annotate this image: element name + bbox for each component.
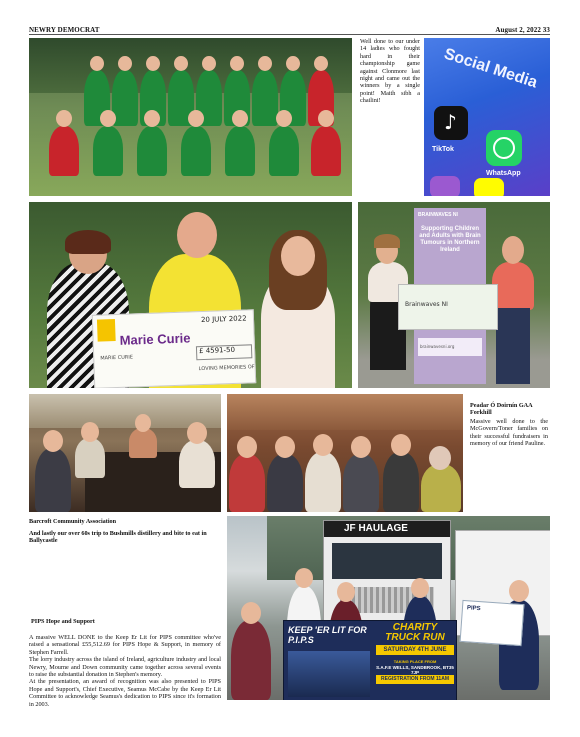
charity-poster [283,620,457,700]
poster-date: SATURDAY 4TH JUNE [376,645,454,655]
ladies-caption: Well done to our under 14 ladies who fought hard in their championship game against Clonmore last night and came out the winners by a single point! Maith sibh a chailini! [360,38,420,105]
brainwaves-photo [358,202,550,388]
poster-location: S.A.F.E WELLS, SANDBROOK, BT35 7JP [376,665,454,675]
brainwaves-banner-title: BRAINWAVES NI [418,212,458,218]
pips-title: PIPS Hope and Support [31,618,95,625]
truck-run-photo [227,516,550,700]
charity-truck-run-title: CHARITY TRUCK RUN [385,622,445,643]
tiktok-label: TikTok [432,146,454,153]
social-media-title: Social Media [441,45,540,92]
marie-curie-logo: Marie Curie [119,330,191,348]
barcroft-title: Barcroft Community Association [29,518,117,525]
barcroft-photo-2 [227,394,463,512]
pips-cheque-label: PIPS [466,605,481,613]
cheque-date: 20 JULY 2022 [200,314,247,325]
header-rule [29,34,550,35]
truck-company: JF HAULAGE [344,523,408,534]
publication-name: NEWRY DEMOCRAT [29,26,100,34]
peadar-title: Peadar Ó Doirnín GAA Forkhill [470,402,533,417]
keep-er-lit-title: KEEP 'ER LIT FOR P.I.P.S [288,625,367,645]
pips-cheque [460,600,525,646]
front-row [49,108,349,196]
poster-venue-label: TAKING PLACE FROM [393,659,437,664]
social-media-photo [424,38,550,196]
cheque-amount: £ 4591-50 [196,344,252,360]
pips-paragraph-1: A massive WELL DONE to the Keep Er Lit for PIPS committee who've raised a sensational £55,512.69 for PIPS Hope & Support, in memory of Stephen Farrell. [29,634,221,656]
cheque-payee: MARIE CURIE [100,354,134,362]
daffodil-logo [97,319,116,342]
barcroft-subtitle: And lastly our over 60s trip to Bushmills distillery and bite to eat in Ballycastle [29,530,207,545]
marie-curie-cheque [92,309,256,388]
poster-registration: REGISTRATION FROM 11AM [376,675,454,684]
peadar-caption: Massive well done to the McGovern/Toner families on their successful fundraisers in memory of our friend Pauline. [470,418,548,448]
brainwaves-email: brainwavesni.org [420,344,455,349]
whatsapp-label: WhatsApp [486,170,521,177]
pips-body [29,634,221,708]
brainwaves-banner-text: Supporting Children and Adults with Brain Tumours in Northern Ireland [419,226,481,253]
brainwaves-cheque [398,284,498,330]
pips-paragraph-2: The lorry industry across the island of Ireland, agriculture industry and local Newry, Mourne and Down community came together across several events to raise the substantial donation in Stephen's memory. [29,656,221,679]
pips-paragraph-3: At the presentation, an award of recognition was also presented to PIPS Hope and Support's, Chief Executive, Seamus McCabe by the Keep Er Lit Committee to acknowledge Seamus's dedication to PIPS since it's formation in 2003. [29,678,221,708]
marie-curie-photo [29,202,352,388]
cheque-memo: LOVING MEMORIES OF [198,364,255,373]
gaa-team-photo [29,38,352,196]
app-icon-purple [430,176,460,196]
windscreen [332,543,442,579]
tiktok-icon: ♪ [434,106,468,140]
brainwaves-cheque-payee: Brainwaves NI [405,301,448,308]
man-red-shirt [492,262,534,310]
snapchat-icon [474,178,504,196]
whatsapp-icon [486,130,522,166]
date-page: August 2, 2022 33 [495,26,550,34]
poster-truck-image [288,651,370,697]
barcroft-photo-1 [29,394,221,512]
